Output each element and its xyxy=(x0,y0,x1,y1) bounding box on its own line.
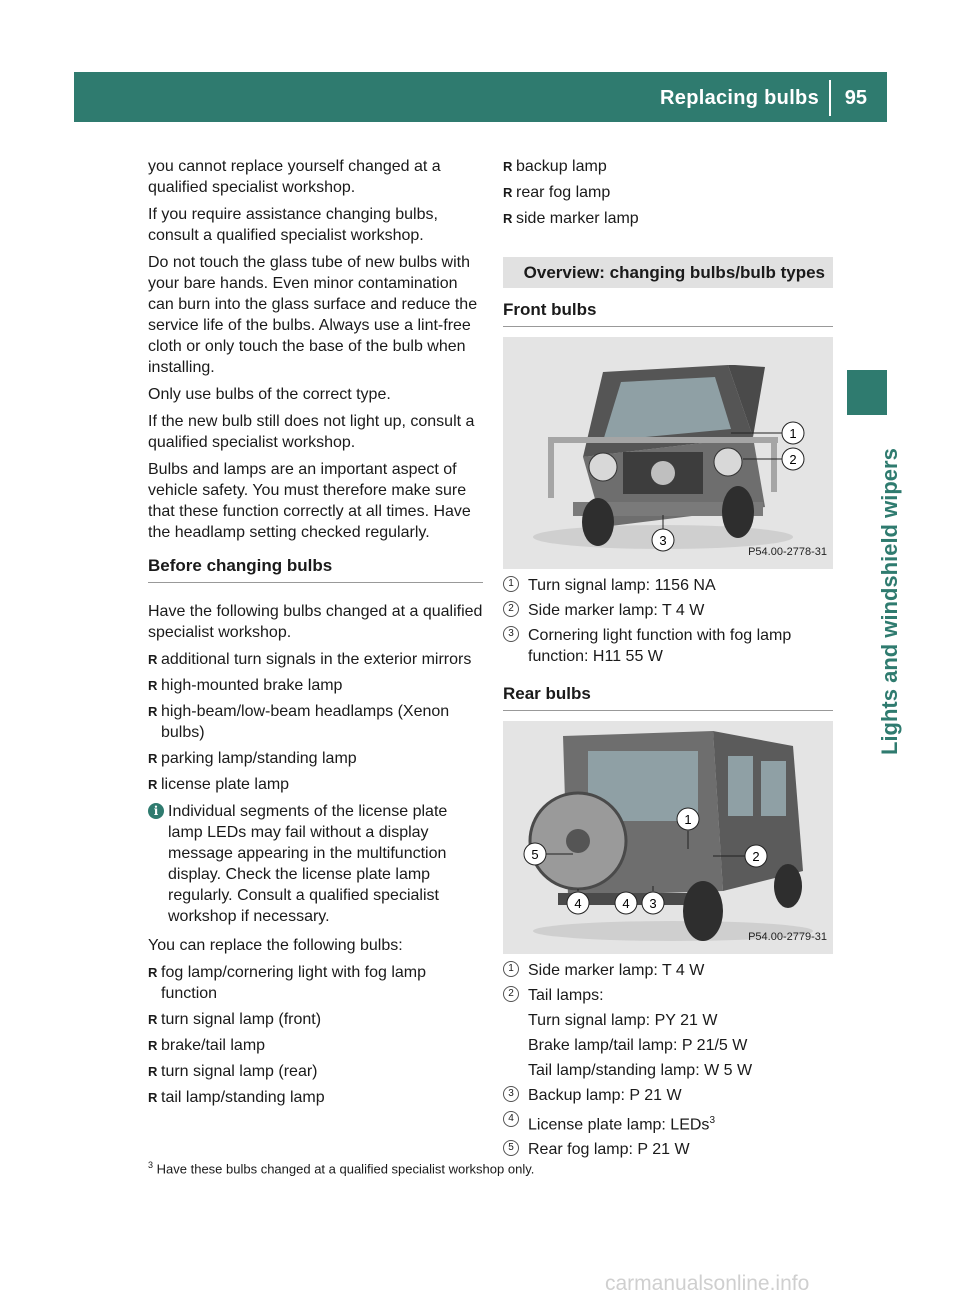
section-heading-before-changing: Before changing bulbs xyxy=(148,555,483,583)
legend-item xyxy=(503,1085,833,1106)
paragraph: you cannot replace yourself changed at a qualified specialist workshop. xyxy=(148,158,441,196)
legend-text: License plate lamp: LEDs xyxy=(528,1116,710,1134)
paragraph: You can replace the following bulbs: xyxy=(148,937,403,954)
rear-vehicle-drawing xyxy=(503,721,833,954)
paragraph: Bulbs and lamps are an important aspect of vehicle safety. You must therefore make sure that these function correctly at all times. Have the headlamp setting checked regularly. xyxy=(148,461,471,541)
list-item: R high-beam/low-beam headlamps (Xenon bulbs) xyxy=(148,701,483,743)
legend-text: Turn signal lamp: 1156 NA xyxy=(528,577,716,594)
right-column xyxy=(503,156,833,1164)
list-item: R license plate lamp xyxy=(148,774,483,795)
side-tab-marker xyxy=(847,370,887,415)
list-item: R high-mounted brake lamp xyxy=(148,675,483,696)
svg-text:2: 2 xyxy=(789,452,797,467)
callout-number: 1 xyxy=(503,961,519,977)
legend-subitem: Brake lamp/tail lamp: P 21/5 W xyxy=(528,1037,748,1054)
info-icon: i xyxy=(148,803,164,819)
legend-text: Side marker lamp: T 4 W xyxy=(528,962,705,979)
page-header xyxy=(74,72,887,122)
list-item: R parking lamp/standing lamp xyxy=(148,748,483,769)
list-item: R backup lamp xyxy=(503,156,833,177)
page-title: Replacing bulbs xyxy=(660,87,819,109)
svg-text:3: 3 xyxy=(649,896,657,911)
svg-text:1: 1 xyxy=(684,812,692,827)
front-vehicle-drawing xyxy=(503,337,833,569)
page-number: 95 xyxy=(844,87,867,109)
figure-code: P54.00-2778-31 xyxy=(748,546,827,558)
list-item: R turn signal lamp (rear) xyxy=(148,1061,483,1082)
callout-number: 3 xyxy=(503,626,519,642)
legend-subitem: Turn signal lamp: PY 21 W xyxy=(528,1012,718,1029)
legend-item xyxy=(503,600,833,621)
front-bulbs-heading: Front bulbs xyxy=(503,299,833,327)
header-divider xyxy=(829,80,831,116)
paragraph: Do not touch the glass tube of new bulbs with your bare hands. Even minor contamination can burn into the glass surface and reduce the service life of the bulbs. Always use a lint-free cloth or only touch the base of the bulb when installing. xyxy=(148,254,478,376)
side-section-label: Lights and windshield wipers xyxy=(877,448,902,755)
callout-number: 2 xyxy=(503,601,519,617)
list-item: R tail lamp/standing lamp xyxy=(148,1087,483,1108)
callout-number: 4 xyxy=(503,1111,519,1127)
footnote xyxy=(148,1160,534,1176)
footnote-mark: 3 xyxy=(148,1160,154,1170)
overview-heading: Overview: changing bulbs/bulb types xyxy=(503,257,833,288)
paragraph: If you require assistance changing bulbs, consult a qualified specialist workshop. xyxy=(148,206,438,244)
legend-item xyxy=(503,985,833,1006)
legend-text: Backup lamp: P 21 W xyxy=(528,1087,682,1104)
legend-item xyxy=(503,575,833,596)
svg-text:4: 4 xyxy=(574,896,582,911)
list-item: R fog lamp/cornering light with fog lamp function xyxy=(148,962,483,1004)
legend-subitem: Tail lamp/standing lamp: W 5 W xyxy=(528,1062,753,1079)
list-item: R rear fog lamp xyxy=(503,182,833,203)
legend-text: Side marker lamp: T 4 W xyxy=(528,602,705,619)
footnote-ref[interactable]: 3 xyxy=(709,1115,715,1126)
callout-number: 3 xyxy=(503,1086,519,1102)
svg-text:3: 3 xyxy=(659,533,667,548)
svg-text:1: 1 xyxy=(789,426,797,441)
side-section-tab[interactable] xyxy=(849,425,902,755)
paragraph: If the new bulb still does not light up, consult a qualified specialist workshop. xyxy=(148,413,475,451)
legend-text: Rear fog lamp: P 21 W xyxy=(528,1141,690,1159)
paragraph: Have the following bulbs changed at a qualified specialist workshop. xyxy=(148,603,483,641)
legend-item xyxy=(503,960,833,981)
svg-text:5: 5 xyxy=(531,847,539,862)
left-column xyxy=(148,156,483,1113)
list-item: R brake/tail lamp xyxy=(148,1035,483,1056)
legend-item xyxy=(503,1139,833,1160)
legend-text: Tail lamps: xyxy=(528,987,604,1004)
rear-vehicle-illustration xyxy=(503,721,833,954)
list-item: R turn signal lamp (front) xyxy=(148,1009,483,1030)
legend-text: Cornering light function with fog lamp function: H11 55 W xyxy=(528,627,792,665)
callout-number: 5 xyxy=(503,1140,519,1156)
front-vehicle-illustration xyxy=(503,337,833,569)
svg-text:4: 4 xyxy=(622,896,630,911)
rear-bulbs-heading: Rear bulbs xyxy=(503,683,833,711)
figure-code: P54.00-2779-31 xyxy=(748,931,827,943)
footnote-text: Have these bulbs changed at a qualified specialist workshop only. xyxy=(156,1161,535,1177)
legend-item xyxy=(503,625,833,667)
watermark: carmanualsonline.info xyxy=(605,1272,810,1295)
callout-number: 2 xyxy=(503,986,519,1002)
legend-item xyxy=(503,1110,833,1135)
paragraph: Only use bulbs of the correct type. xyxy=(148,386,391,403)
svg-text:2: 2 xyxy=(752,849,760,864)
info-note xyxy=(148,801,483,927)
list-item: R side marker lamp xyxy=(503,208,833,229)
info-note-text: Individual segments of the license plate lamp LEDs may fail without a display message appearing in the multifunction display. Check the license plate lamp regularly. Consult a qualified specialist workshop if necessary. xyxy=(168,803,448,925)
list-item: R additional turn signals in the exterior mirrors xyxy=(148,649,483,670)
callout-number: 1 xyxy=(503,576,519,592)
